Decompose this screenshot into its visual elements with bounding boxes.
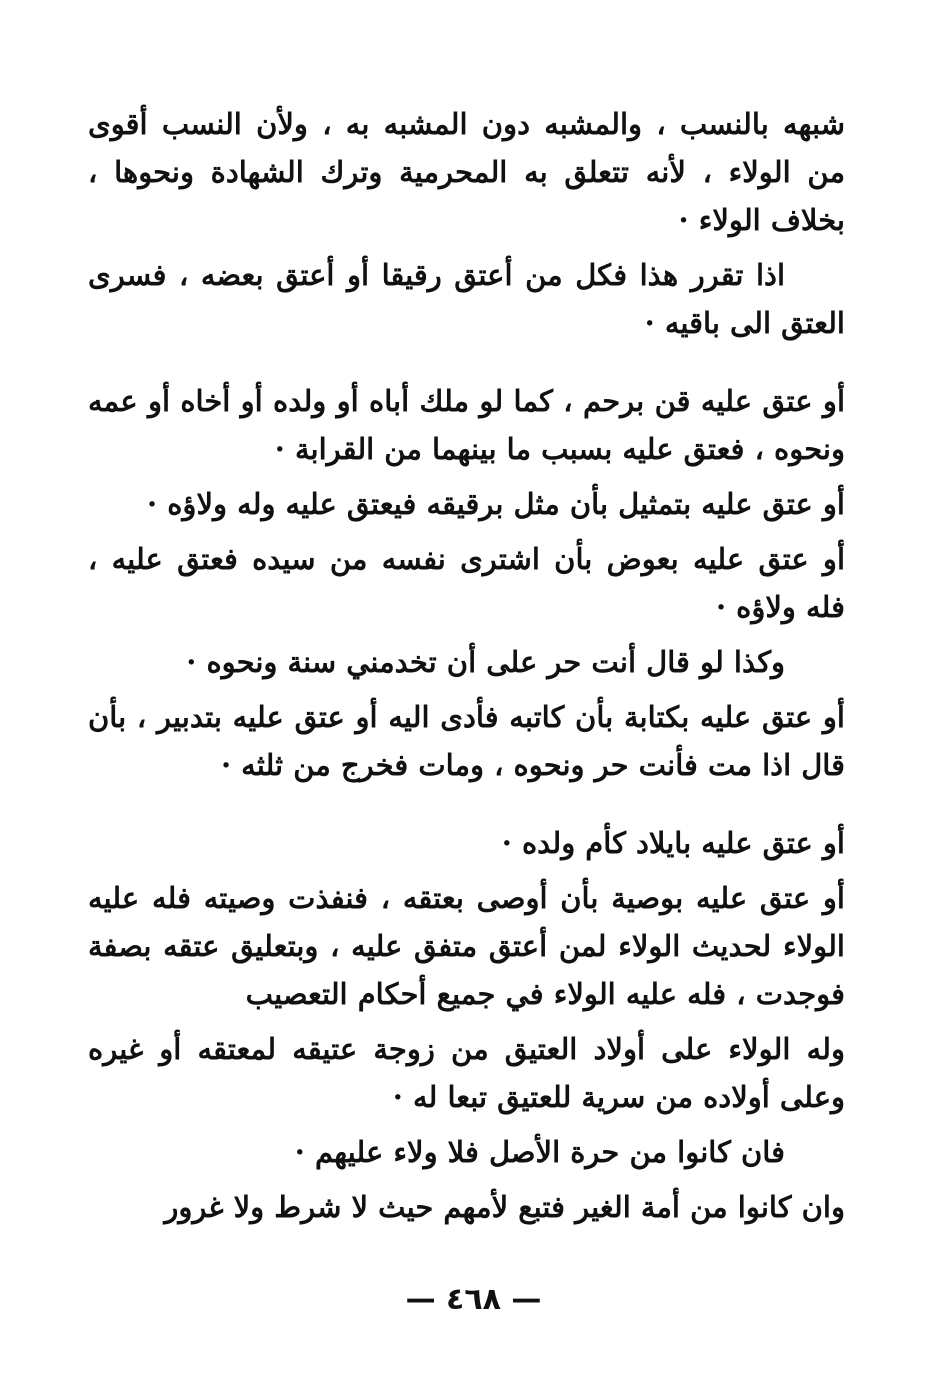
paragraph: وله الولاء على أولاد العتيق من زوجة عتيقه لمعتقه أو غيره وعلى أولاده من سرية للعتيق تبعا له · [88, 1032, 845, 1114]
paragraph: أو عتق عليه بتمثيل بأن مثل برقيقه فيعتق عليه وله ولاؤه · [147, 487, 845, 521]
paragraph: أو عتق عليه قن برحم ، كما لو ملك أباه أو ولده أو أخاه أو عمه ونحوه ، فعتق عليه بسبب ما بينهما من القرابة · [88, 384, 845, 466]
paragraph: شبهه بالنسب ، والمشبه دون المشبه به ، ولأن النسب أقوى من الولاء ، لأنه تتعلق به المحرمية وترك الشهادة ونحوها ، بخلاف الولاء · [88, 107, 845, 237]
paragraph: أو عتق عليه بايلاد كأم ولده · [501, 826, 845, 860]
paragraph: فان كانوا من حرة الأصل فلا ولاء عليهم · [294, 1135, 785, 1169]
paragraph: أو عتق عليه بعوض بأن اشترى نفسه من سيده فعتق عليه ، فله ولاؤه · [88, 542, 845, 624]
paragraph: وان كانوا من أمة الغير فتبع لأمهم حيث لا شرط ولا غرور [164, 1190, 845, 1224]
paragraph: أو عتق عليه بكتابة بأن كاتبه فأدى اليه أو عتق عليه بتدبير ، بأن قال اذا مت فأنت حر ونحوه ، ومات فخرج من ثلثه · [88, 700, 845, 782]
page-number: — ٤٦٨ — [405, 1282, 542, 1317]
paragraph: اذا تقرر هذا فكل من أعتق رقيقا أو أعتق بعضه ، فسرى العتق الى باقيه · [88, 258, 845, 340]
body-text [88, 100, 845, 1238]
paragraph: وكذا لو قال أنت حر على أن تخدمني سنة ونحوه · [186, 645, 785, 679]
paragraph: أو عتق عليه بوصية بأن أوصى بعتقه ، فنفذت وصيته فله عليه الولاء لحديث الولاء لمن أعتق متفق عليه ، وبتعليق عتقه بصفة فوجدت ، فله عليه الولاء في جميع أحكام التعصيب [88, 881, 845, 1011]
